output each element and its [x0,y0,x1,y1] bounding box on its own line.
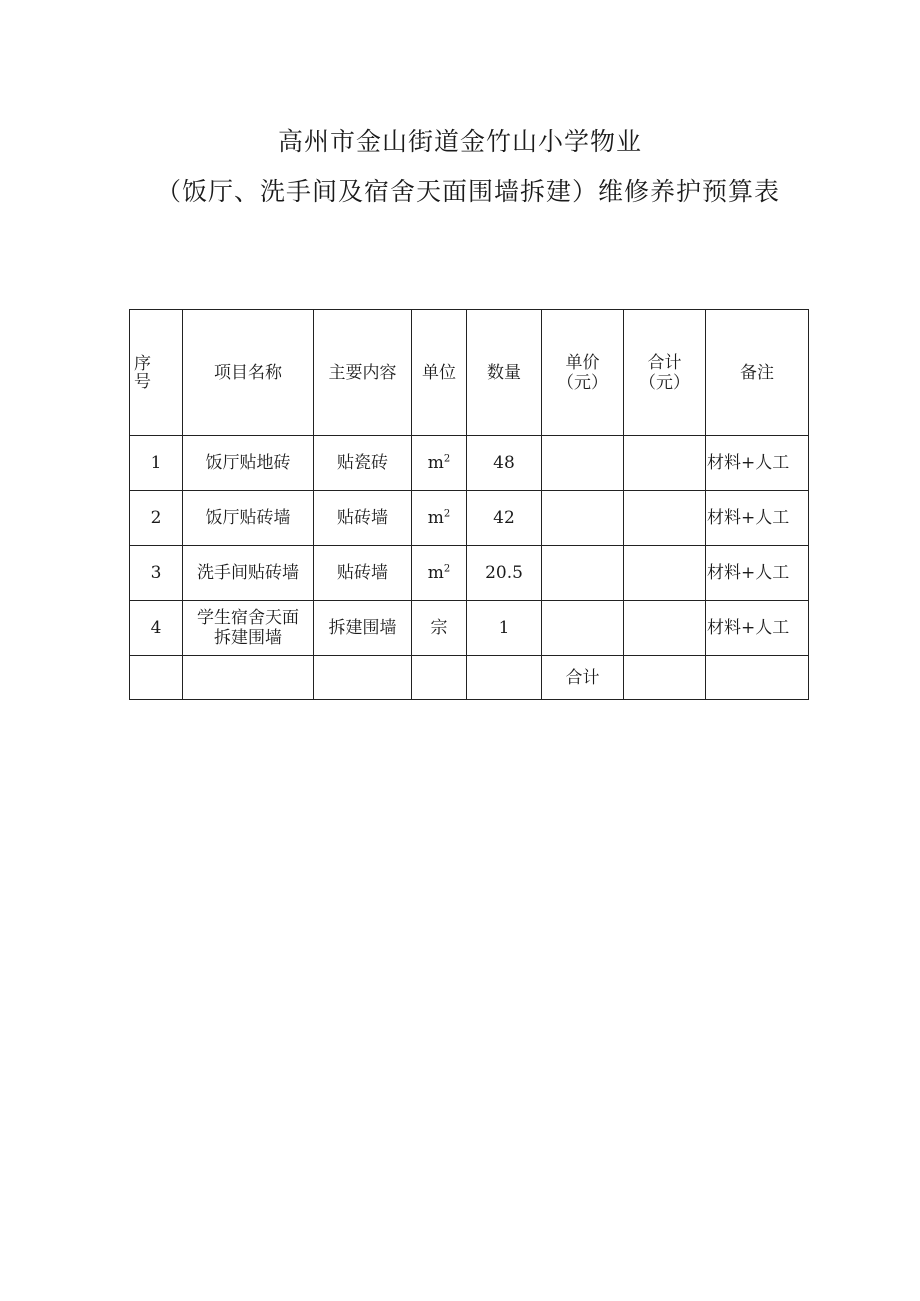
table-row [130,491,809,546]
header-content: 主要内容 [314,310,412,436]
cell-content: 贴瓷砖 [314,436,412,491]
cell-empty [706,656,809,700]
header-item-name: 项目名称 [183,310,314,436]
header-quantity: 数量 [467,310,542,436]
cell-quantity: 20.5 [467,546,542,601]
cell-content: 贴砖墙 [314,491,412,546]
cell-remark: 材料+人工 [706,491,809,546]
table-total-row [130,656,809,700]
table-header-row [130,310,809,436]
cell-total [624,546,706,601]
cell-empty [314,656,412,700]
cell-quantity: 42 [467,491,542,546]
total-value [624,656,706,700]
cell-seq: 1 [130,436,183,491]
cell-remark: 材料+人工 [706,546,809,601]
cell-empty [412,656,467,700]
cell-item-name: 学生宿舍天面 拆建围墙 [183,601,314,656]
header-total: 合计 （元） [624,310,706,436]
table-row [130,436,809,491]
cell-seq: 3 [130,546,183,601]
cell-unit: $m^2$ [412,436,467,491]
cell-empty [467,656,542,700]
cell-unit-price [542,491,624,546]
cell-quantity: 1 [467,601,542,656]
cell-total [624,601,706,656]
cell-seq: 4 [130,601,183,656]
budget-table [129,309,809,700]
cell-unit-price [542,436,624,491]
cell-unit: 宗 [412,601,467,656]
cell-remark: 材料+人工 [706,601,809,656]
document-title-line-1: 高州市金山街道金竹山小学物业 [277,127,642,156]
cell-seq: 2 [130,491,183,546]
cell-remark: 材料+人工 [706,436,809,491]
total-label: 合计 [542,656,624,700]
header-remark: 备注 [706,310,809,436]
cell-unit: $m^2$ [412,546,467,601]
header-seq: 序 号 [130,310,183,436]
cell-item-name: 饭厅贴地砖 [183,436,314,491]
cell-item-name: 洗手间贴砖墙 [183,546,314,601]
cell-quantity: 48 [467,436,542,491]
cell-unit-price [542,601,624,656]
header-unit: 单位 [412,310,467,436]
table-row [130,601,809,656]
cell-unit-price [542,546,624,601]
cell-total [624,491,706,546]
document-title-line-2: （饭厅、洗手间及宿舍天面围墙拆建）维修养护预算表 [155,177,780,206]
cell-item-name: 饭厅贴砖墙 [183,491,314,546]
table-row [130,546,809,601]
header-unit-price: 单价 （元） [542,310,624,436]
cell-unit: $m^2$ [412,491,467,546]
cell-content: 拆建围墙 [314,601,412,656]
cell-empty [130,656,183,700]
cell-content: 贴砖墙 [314,546,412,601]
cell-total [624,436,706,491]
cell-empty [183,656,314,700]
